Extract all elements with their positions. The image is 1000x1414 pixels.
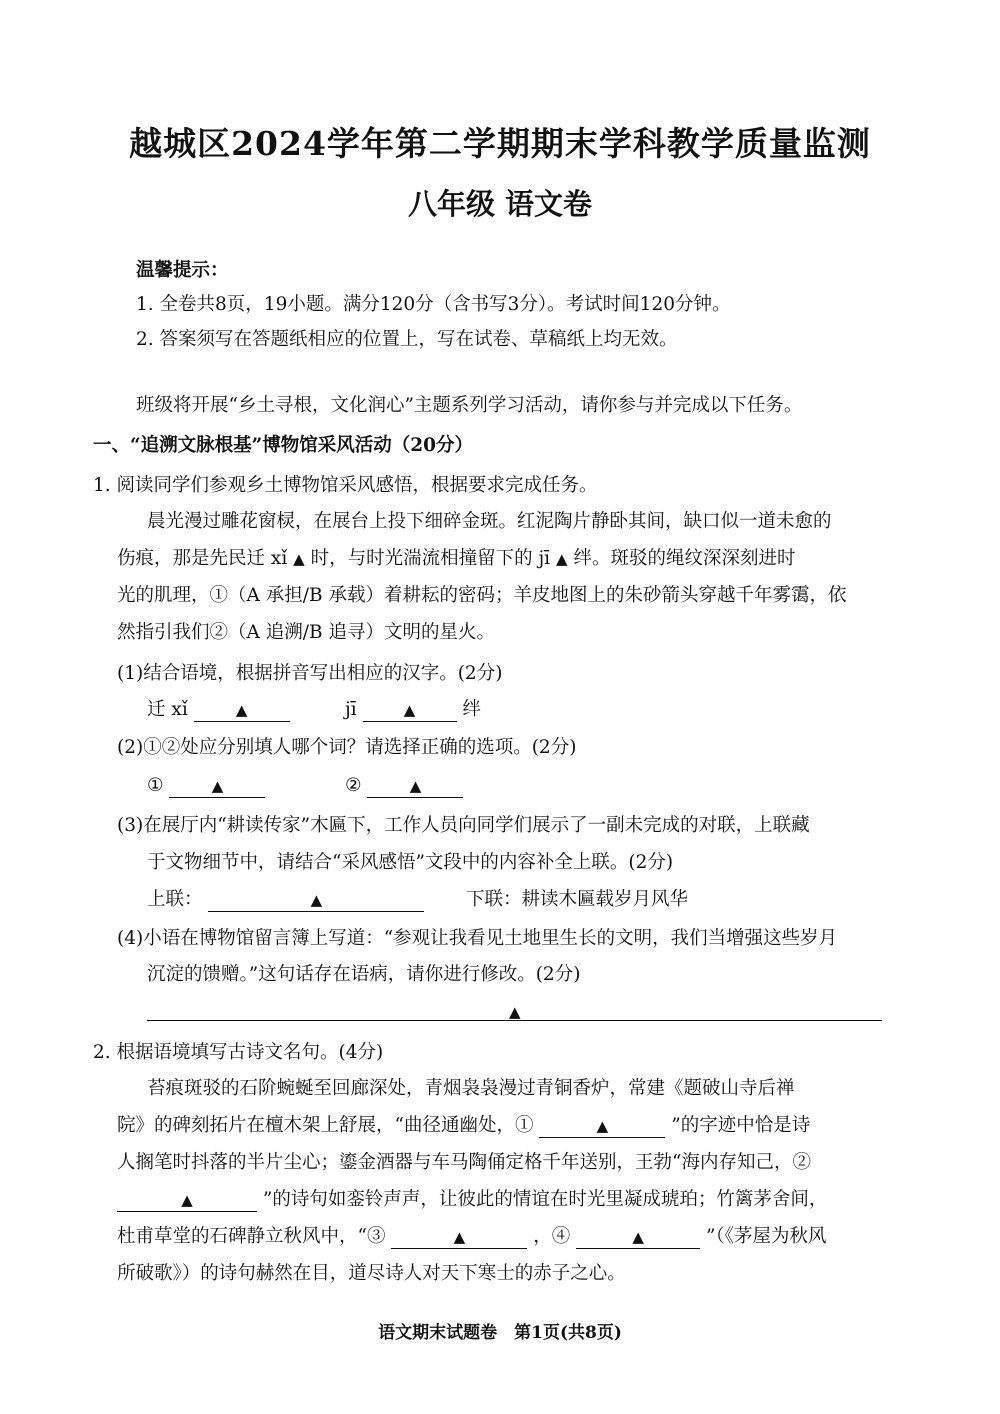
sub4-question-line-1: (4)小语在博物馆留言簿上写道：“参观让我看见土地里生长的文明，我们当增强这些岁月 [117,928,838,949]
blank-marker: ▲ [556,550,568,568]
answer-blank[interactable]: ▲ [194,699,290,722]
sub1-answer-2 [345,697,481,723]
q2-line-2-part-a: 院》的碑刻拓片在檀木架上舒展，“曲径通幽处，① [117,1115,534,1136]
sub1-label-1: 迁 xǐ [147,699,188,720]
sub4-question-line-2: 沉淀的馈赠。”这句话存在语病，请你进行修改。(2分) [147,964,581,985]
q2-line-5-part-c: ”（《茅屋为秋风 [706,1226,827,1247]
page-footer: 语文期末试题卷 第1页(共8页) [378,1323,622,1343]
couplet-lower: 下联：耕读木匾载岁月风华 [466,889,689,910]
answer-blank[interactable]: ▲ [169,775,265,798]
sub1-label-2: jī [345,699,357,720]
sub2-question: (2)①②处应分别填人哪个词？请选择正确的选项。(2分) [117,737,577,758]
q2-line-3: 人搁笔时抖落的半片尘心；鎏金酒器与车马陶俑定格千年送别，王勃“海内存知己，② [117,1152,811,1173]
sub1-answer-1 [147,697,290,723]
sub1-question: (1)结合语境，根据拼音写出相应的汉字。(2分) [117,663,503,684]
passage-line-2-part-c: 绊。斑驳的绳纹深深刻进时 [573,548,796,569]
blank-marker: ▲ [293,550,305,568]
exam-title: 越城区2024学年第二学期期末学科教学质量监测 [129,124,871,163]
sub3-question-line-1: (3)在展厅内“耕读传家”木匾下，工作人员向同学们展示了一副未完成的对联，上联藏 [117,815,810,836]
answer-blank[interactable]: ▲ [363,699,457,722]
q1-stem: 1. 阅读同学们参观乡土博物馆采风感悟，根据要求完成任务。 [93,475,598,496]
answer-blank[interactable]: ▲ [576,1226,700,1249]
tip-item-1: 1. 全卷共8页，19小题。满分120分（含书写3分）。考试时间120分钟。 [136,294,731,315]
passage-line-4: 然指引我们②（A 追溯/B 追寻）文明的星火。 [117,622,495,643]
q2-line-2-part-b: ”的字迹中恰是诗 [671,1115,811,1136]
section1-heading: 一、“追溯文脉根基”博物馆采风活动（20分） [93,435,474,456]
q2-line-5-part-a: 杜甫草堂的石碑静立秋风中，“③ [117,1226,386,1247]
q2-line-4 [117,1187,827,1213]
passage-line-2 [117,546,795,572]
couplet-upper [147,887,424,913]
intro-text: 班级将开展“乡土寻根，文化润心”主题系列学习活动，请你参与并完成以下任务。 [136,395,803,416]
passage-line-2-part-a: 伤痕，那是先民迁 xǐ [117,548,288,569]
circle-1-label: ① [147,775,164,796]
upper-label: 上联： [147,889,203,910]
passage-line-2-part-b: 时，与时光湍流相撞留下的 jī [310,548,551,569]
sub1-suffix: 绊 [462,699,481,720]
answer-blank[interactable]: ▲ [367,775,463,798]
passage-line-3: 光的肌理，①（A 承担/B 承载）着耕耘的密码；羊皮地图上的朱砂箭头穿越千年雾霭，依 [117,585,847,606]
sub3-question-line-2: 于文物细节中，请结合“采风感悟”文段中的内容补全上联。(2分) [147,852,674,873]
sub2-choice-2 [345,773,463,799]
blank-marker: ▲ [509,1003,521,1021]
q2-stem: 2. 根据语境填写古诗文名句。(4分) [93,1042,384,1063]
circle-2-label: ② [345,775,362,796]
sub2-choice-1 [147,773,265,799]
q2-line-2 [117,1113,810,1139]
q2-line-5 [117,1224,827,1250]
q2-line-5-part-b: ，④ [533,1226,571,1247]
q2-line-6: 所破歌》）的诗句赫然在目，道尽诗人对天下寒士的赤子之心。 [117,1263,626,1284]
answer-blank[interactable]: ▲ [391,1226,527,1249]
q2-line-4-text: ”的诗句如銮铃声声，让彼此的情谊在时光里凝成琥珀；竹篱茅舍间， [262,1189,828,1210]
q2-line-1: 苔痕斑驳的石阶蜿蜒至回廊深处，青烟袅袅漫过青铜香炉，常建《题破山寺后禅 [147,1078,795,1099]
exam-subtitle: 八年级 语文卷 [407,187,593,221]
tip-item-2: 2. 答案须写在答题纸相应的位置上，写在试卷、草稿纸上均无效。 [136,329,678,350]
passage-line-1: 晨光漫过雕花窗棂，在展台上投下细碎金斑。红泥陶片静卧其间，缺口似一道未愈的 [147,511,832,532]
tips-heading: 温馨提示： [136,260,229,281]
answer-blank[interactable]: ▲ [117,1189,257,1212]
answer-blank[interactable]: ▲ [208,889,424,912]
answer-blank[interactable]: ▲ [539,1115,665,1138]
